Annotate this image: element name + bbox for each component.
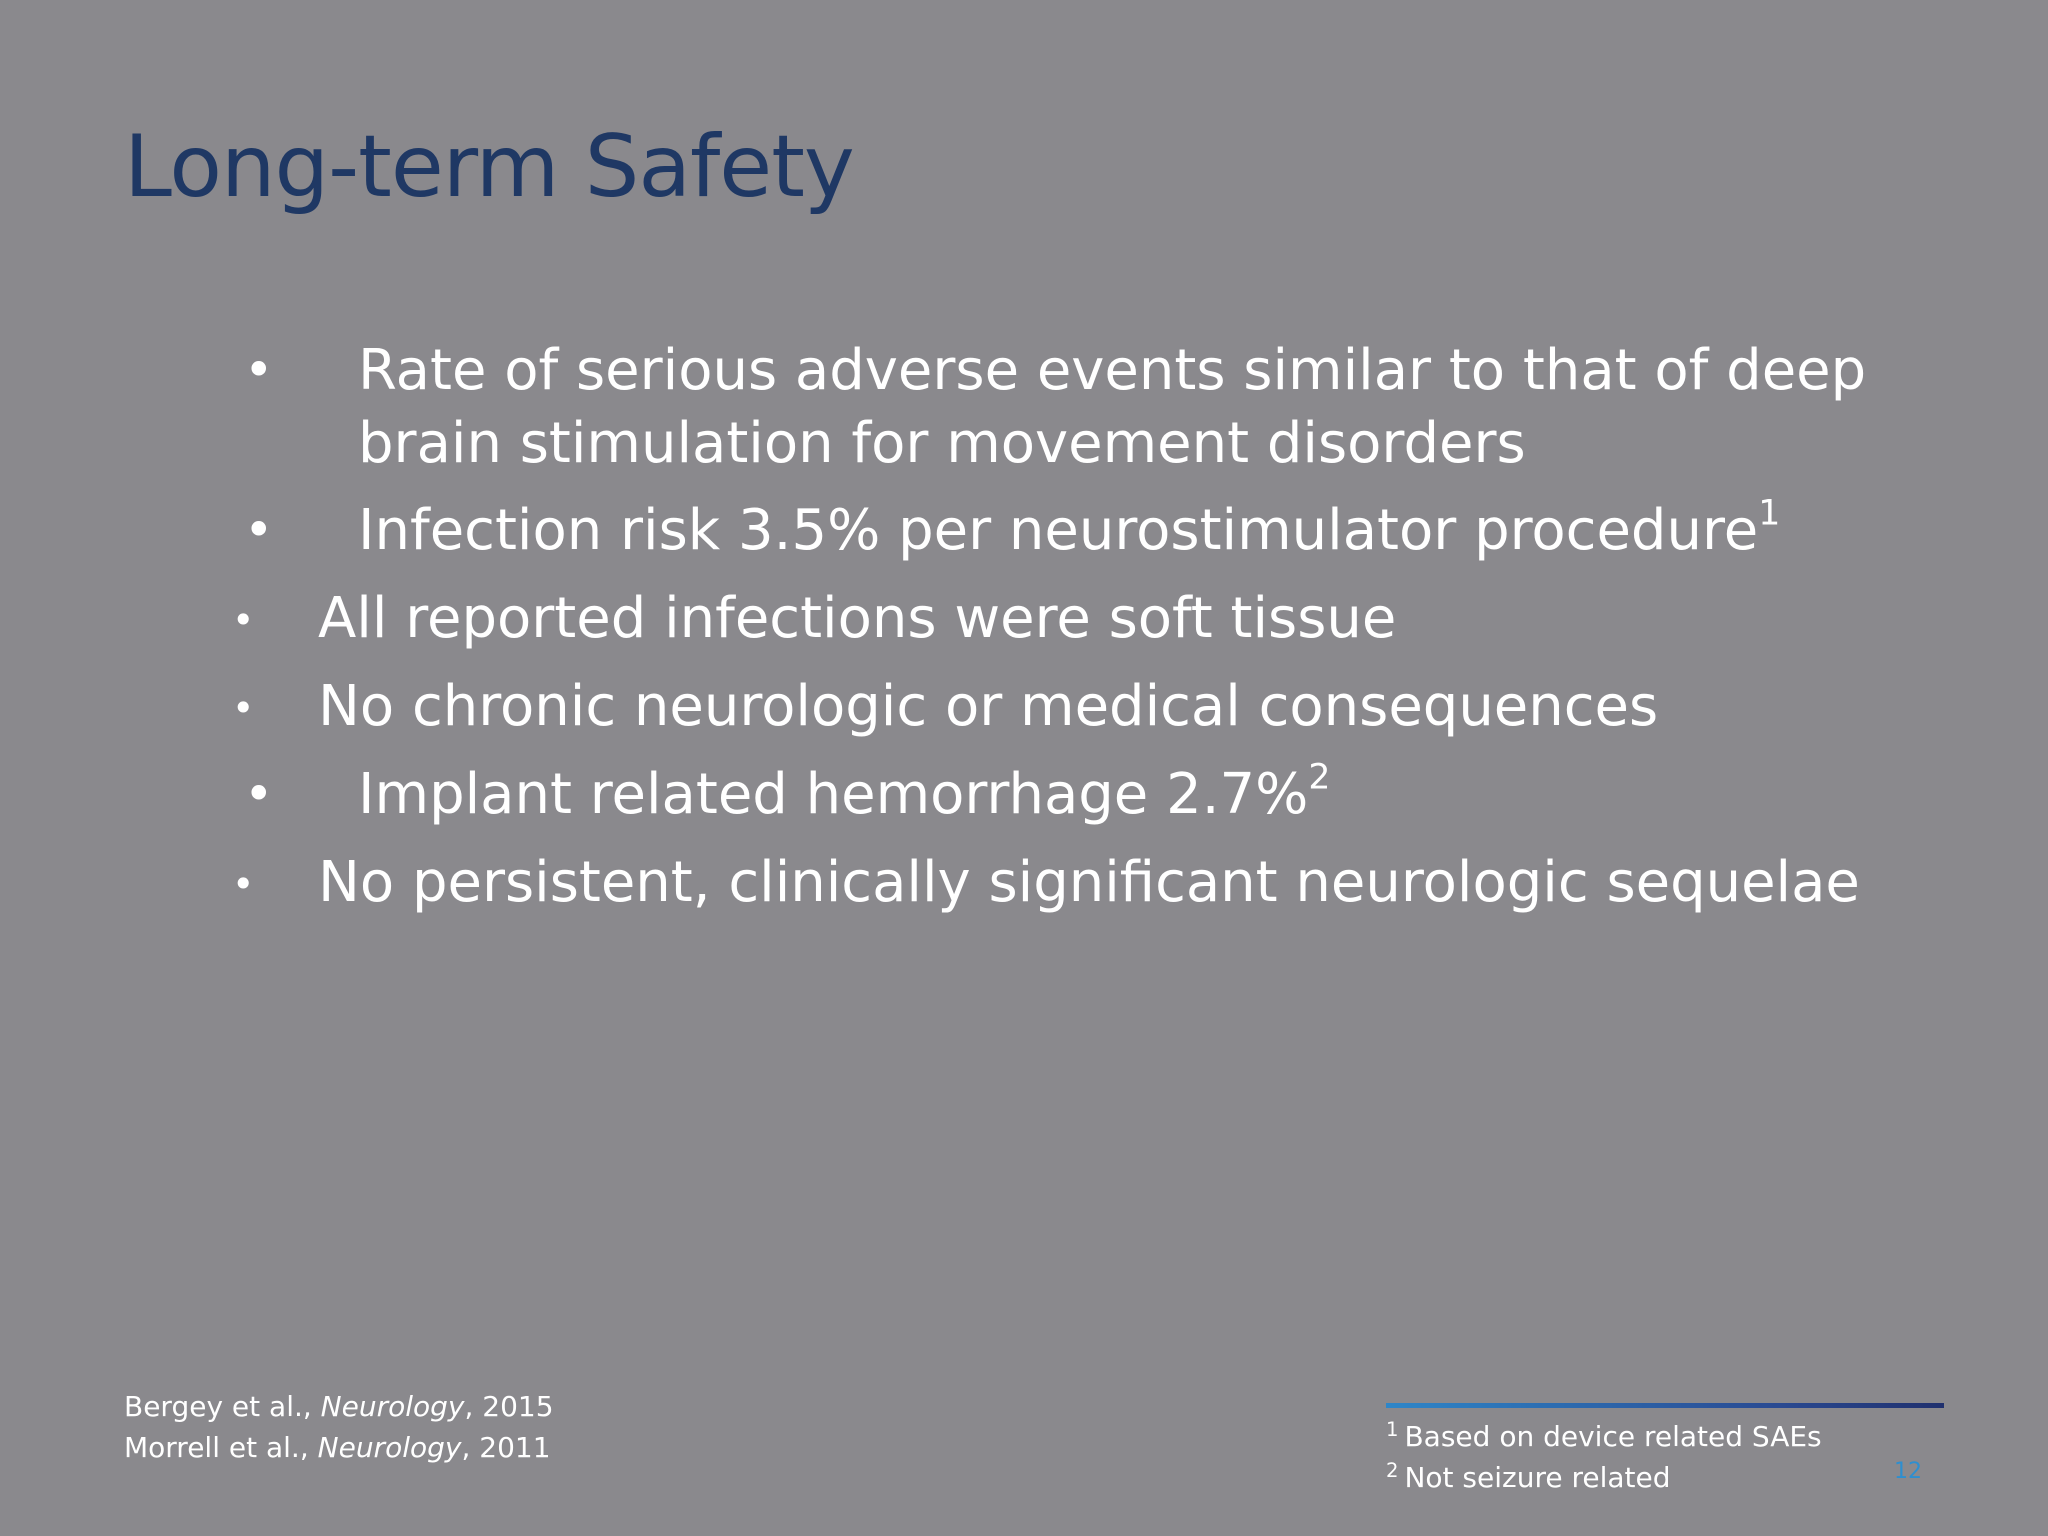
reference-authors: Morrell et al., [124, 1431, 318, 1464]
footnote-marker: 2 [1386, 1459, 1399, 1483]
reference-authors: Bergey et al., [124, 1390, 321, 1423]
bullet-text-line: brain stimulation for movement disorders [358, 411, 1526, 476]
bullet-text-line: No chronic neurologic or medical consequences [318, 674, 1659, 739]
bullet-text-line: No persistent, clinically significant neurologic sequelae [318, 850, 1860, 915]
footnotes [1386, 1416, 1822, 1498]
bullet-marker: • [244, 765, 274, 823]
reference-line [124, 1427, 554, 1468]
footnote-divider [1386, 1403, 1944, 1408]
reference-year: , 2011 [461, 1431, 551, 1464]
footnote-text: Not seizure related [1404, 1461, 1671, 1494]
footnote-line [1386, 1457, 1822, 1498]
slide-title: Long-term Safety [124, 117, 854, 217]
bullet-item [232, 670, 1659, 743]
bullet-marker: • [244, 341, 274, 399]
bullet-text-line: All reported infections were soft tissue [318, 586, 1397, 651]
bullet-item [232, 846, 1860, 919]
bullet-text-line: Infection risk 3.5% per neurostimulator procedure [358, 498, 1759, 563]
reference-line [124, 1386, 554, 1427]
reference-year: , 2015 [464, 1390, 554, 1423]
bullet-item [244, 334, 1867, 480]
bullet-marker: • [232, 598, 255, 642]
bullet-text-line: Rate of serious adverse events similar to that of deep [358, 338, 1867, 403]
footnote-ref: 2 [1308, 757, 1331, 798]
page-number: 12 [1894, 1459, 1922, 1484]
footnote-text: Based on device related SAEs [1404, 1420, 1822, 1453]
bullet-marker: • [232, 686, 255, 730]
footnote-ref: 1 [1758, 493, 1781, 534]
bullet-item [232, 582, 1397, 655]
reference-journal: Neurology [317, 1431, 462, 1464]
bullet-marker: • [244, 501, 274, 559]
bullet-marker: • [232, 862, 255, 906]
footnote-marker: 1 [1386, 1418, 1399, 1442]
references [124, 1386, 554, 1468]
footnote-line [1386, 1416, 1822, 1457]
bullet-item [244, 757, 1331, 831]
bullet-item [244, 493, 1781, 567]
reference-journal: Neurology [320, 1390, 465, 1423]
bullet-text-line: Implant related hemorrhage 2.7% [358, 762, 1309, 827]
